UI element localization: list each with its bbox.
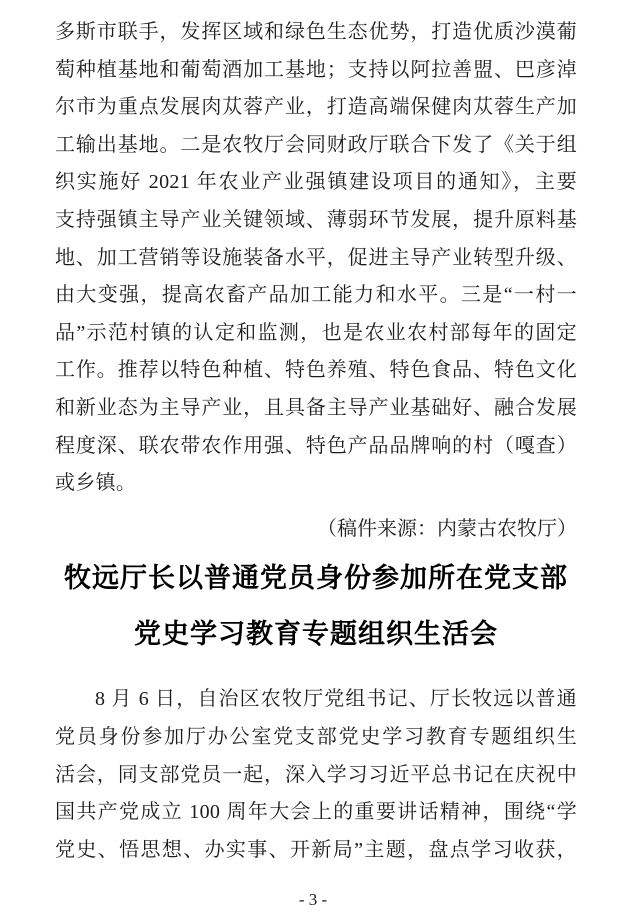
text-line: 萄种植基地和葡萄酒加工基地；支持以阿拉善盟、巴彦淖 — [55, 58, 577, 81]
text-line: 和新业态为主导产业，且具备主导产业基础好、融合发展 — [55, 396, 577, 419]
article-heading-line2: 党史学习教育专题组织生活会 — [134, 619, 498, 650]
text-line: 活会，同支部党员一起，深入学习习近平总书记在庆祝中 — [55, 763, 577, 786]
text-line: 党员身份参加厅办公室党支部党史学习教育专题组织生 — [55, 725, 577, 748]
text-line: 品”示范村镇的认定和监测，也是农业农村部每年的固定 — [55, 321, 577, 344]
document-content — [55, 14, 577, 869]
text-line: 国共产党成立 100 周年大会上的重要讲话精神，围绕“学 — [55, 801, 577, 824]
article-heading — [55, 550, 577, 662]
text-line: 党史、悟思想、办实事、开新局”主题，盘点学习收获， — [55, 838, 577, 861]
text-line: 织实施好 2021 年农业产业强镇建设项目的通知》，主要 — [55, 171, 577, 194]
text-line: 工作。推荐以特色种植、特色养殖、特色食品、特色文化 — [55, 359, 577, 382]
text-line: 地、加工营销等设施装备水平，促进主导产业转型升级、 — [55, 246, 577, 269]
page-number: - 3 - — [298, 890, 328, 909]
text-line: 由大变强，提高农畜产品加工能力和水平。三是“一村一 — [55, 284, 577, 307]
text-line: 支持强镇主导产业关键领域、薄弱环节发展，提升原料基 — [55, 208, 577, 231]
text-line: 或乡镇。 — [55, 472, 137, 495]
paragraph-continued — [55, 14, 577, 503]
text-line: 尔市为重点发展肉苁蓉产业，打造高端保健肉苁蓉生产加 — [55, 96, 577, 119]
text-line: 多斯市联手，发挥区域和绿色生态优势，打造优质沙漠葡 — [55, 21, 577, 43]
text-line: 程度深、联农带农作用强、特色产品品牌响的村（嘎查） — [55, 434, 577, 457]
paragraph-body — [55, 681, 577, 869]
text-line: 8 月 6 日，自治区农牧厅党组书记、厅长牧远以普通 — [95, 688, 577, 711]
source-attribution: （稿件来源：内蒙古农牧厅） — [317, 517, 577, 540]
article-heading-line1: 牧远厅长以普通党员身份参加所在党支部 — [64, 563, 568, 594]
text-line: 工输出基地。二是农牧厅会同财政厅联合下发了《关于组 — [55, 133, 577, 156]
